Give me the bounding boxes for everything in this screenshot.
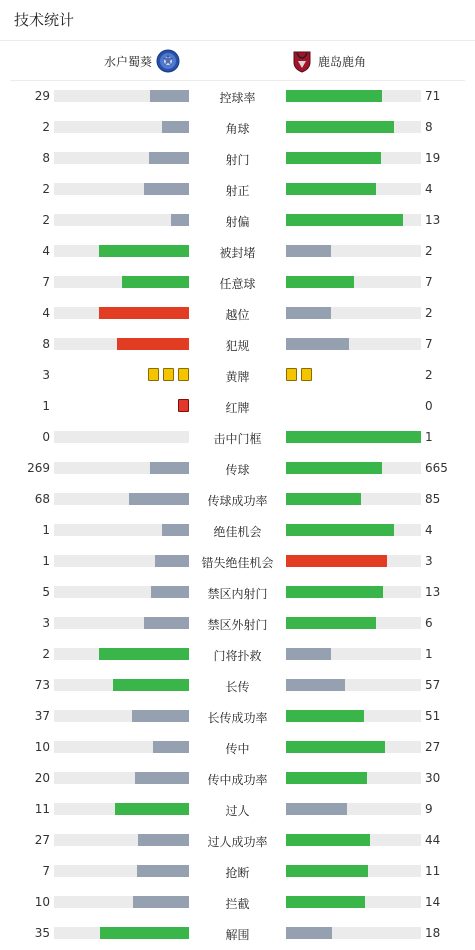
stat-label: 射正	[225, 184, 250, 198]
away-stat-bar	[286, 338, 421, 350]
away-stat-bar-fill	[286, 462, 382, 474]
home-stat-value: 73	[34, 678, 50, 692]
home-stat-bar-fill	[137, 865, 190, 877]
away-stat-bar-fill	[286, 524, 394, 536]
home-stat-bar-fill	[171, 214, 189, 226]
away-stat-bar	[286, 524, 421, 536]
home-team[interactable]	[104, 48, 180, 74]
home-stat-bar-fill	[132, 710, 189, 722]
away-stat-bar-fill	[286, 338, 349, 350]
away-stat-value: 8	[425, 120, 433, 134]
home-stat-bar	[54, 276, 189, 288]
stat-label: 射偏	[225, 215, 250, 229]
stat-label: 击中门框	[213, 432, 262, 446]
yellow-card-icon	[301, 368, 312, 381]
home-stat-value: 7	[42, 275, 50, 289]
stat-label: 传球	[225, 463, 250, 477]
home-stat-bar	[54, 741, 189, 753]
home-stat-bar-fill	[100, 927, 189, 939]
home-stat-bar-fill	[144, 183, 189, 195]
stat-row	[0, 329, 475, 360]
home-stat-bar	[54, 648, 189, 660]
home-stat-bar	[54, 772, 189, 784]
stat-row	[0, 174, 475, 205]
away-stat-value: 30	[425, 771, 441, 785]
stat-label: 角球	[225, 122, 250, 136]
stat-row	[0, 546, 475, 577]
away-stat-bar	[286, 865, 421, 877]
home-team-name: 水户蜀葵	[103, 54, 152, 69]
away-stat-value: 4	[425, 182, 433, 196]
home-stat-value: 10	[34, 740, 50, 754]
stat-row	[0, 360, 475, 391]
stat-row	[0, 670, 475, 701]
away-stat-value: 7	[425, 275, 433, 289]
stat-label: 拦截	[225, 897, 250, 911]
away-stat-bar	[286, 896, 421, 908]
away-stat-bar	[286, 152, 421, 164]
home-stat-bar	[54, 214, 189, 226]
away-stat-bar	[286, 679, 421, 691]
stat-row	[0, 794, 475, 825]
away-stat-bar	[286, 121, 421, 133]
away-stat-bar	[286, 648, 421, 660]
away-stat-bar	[286, 276, 421, 288]
home-stat-value: 1	[42, 399, 50, 413]
home-stat-value: 1	[42, 554, 50, 568]
home-stat-bar	[54, 462, 189, 474]
home-stat-value: 4	[42, 306, 50, 320]
stat-row	[0, 856, 475, 887]
stat-row	[0, 81, 475, 112]
home-stat-value: 3	[42, 616, 50, 630]
home-stat-value: 11	[34, 802, 50, 816]
away-stat-bar	[286, 710, 421, 722]
stat-label: 传中成功率	[207, 773, 268, 787]
away-stat-value: 3	[425, 554, 433, 568]
away-stat-value: 85	[425, 492, 441, 506]
stat-row	[0, 701, 475, 732]
home-stat-bar-fill	[150, 462, 189, 474]
away-team[interactable]	[290, 48, 366, 74]
away-stat-bar	[286, 555, 421, 567]
stat-row	[0, 608, 475, 639]
away-stat-bar	[286, 307, 421, 319]
home-stat-value: 27	[34, 833, 50, 847]
away-stat-value: 57	[425, 678, 441, 692]
away-stat-bar-fill	[286, 152, 381, 164]
stat-label: 门将扑救	[213, 649, 262, 663]
away-stat-bar-fill	[286, 617, 376, 629]
home-stat-value: 68	[34, 492, 50, 506]
away-stat-value: 0	[425, 399, 433, 413]
away-stat-bar-fill	[286, 741, 385, 753]
home-stat-bar	[54, 834, 189, 846]
yellow-card-icon	[163, 368, 174, 381]
stat-label: 长传	[225, 680, 250, 694]
home-stat-value: 5	[42, 585, 50, 599]
home-stat-value: 35	[34, 926, 50, 940]
stat-label: 越位	[225, 308, 250, 322]
away-stat-bar-fill	[286, 710, 364, 722]
away-stat-value: 1	[425, 430, 433, 444]
away-stat-bar-fill	[286, 803, 347, 815]
away-stat-bar-fill	[286, 276, 354, 288]
home-stat-value: 10	[34, 895, 50, 909]
home-stat-bar-fill	[150, 90, 189, 102]
away-stat-bar-fill	[286, 927, 332, 939]
away-stat-value: 11	[425, 864, 441, 878]
home-stat-bar	[54, 307, 189, 319]
stat-label: 长传成功率	[207, 711, 268, 725]
away-stat-value: 1	[425, 647, 433, 661]
stat-row	[0, 112, 475, 143]
away-stat-value: 13	[425, 585, 441, 599]
away-stat-bar	[286, 462, 421, 474]
home-stat-value: 2	[42, 120, 50, 134]
home-stat-value: 269	[27, 461, 50, 475]
mito-hollyhock-crest-icon	[156, 49, 180, 73]
away-stat-bar-fill	[286, 431, 421, 443]
away-stat-bar	[286, 741, 421, 753]
stat-row	[0, 732, 475, 763]
stat-row	[0, 236, 475, 267]
away-stat-bar-fill	[286, 245, 331, 257]
home-stat-bar-fill	[135, 772, 189, 784]
home-stat-value: 2	[42, 647, 50, 661]
home-stat-bar	[54, 710, 189, 722]
away-stat-bar	[286, 617, 421, 629]
away-stat-bar	[286, 245, 421, 257]
away-cards	[286, 368, 312, 382]
away-stat-bar	[286, 772, 421, 784]
away-stat-value: 2	[425, 244, 433, 258]
home-stat-bar-fill	[99, 245, 189, 257]
away-stat-value: 7	[425, 337, 433, 351]
home-stat-bar	[54, 617, 189, 629]
home-stat-value: 3	[42, 368, 50, 382]
home-cards	[148, 368, 189, 382]
home-stat-bar-fill	[99, 307, 189, 319]
home-stat-bar	[54, 865, 189, 877]
home-stat-bar	[54, 896, 189, 908]
stat-label: 抢断	[225, 866, 250, 880]
home-stat-bar	[54, 338, 189, 350]
away-stat-bar-fill	[286, 121, 394, 133]
home-stat-value: 37	[34, 709, 50, 723]
stat-row	[0, 918, 475, 949]
home-stat-bar	[54, 245, 189, 257]
away-stat-bar-fill	[286, 679, 345, 691]
yellow-card-icon	[178, 368, 189, 381]
away-stat-value: 6	[425, 616, 433, 630]
away-stat-value: 4	[425, 523, 433, 537]
stat-label: 被封堵	[219, 246, 256, 260]
away-stat-value: 2	[425, 306, 433, 320]
stat-label: 传中	[225, 742, 250, 756]
home-stat-value: 8	[42, 337, 50, 351]
stat-row	[0, 825, 475, 856]
stat-row	[0, 422, 475, 453]
stat-label: 任意球	[219, 277, 256, 291]
stat-label: 禁区外射门	[207, 618, 268, 632]
home-stat-value: 2	[42, 182, 50, 196]
home-stat-bar-fill	[122, 276, 190, 288]
away-stat-value: 665	[425, 461, 448, 475]
stat-row	[0, 391, 475, 422]
stat-label: 过人成功率	[207, 835, 268, 849]
home-stat-bar-fill	[144, 617, 189, 629]
home-stat-bar	[54, 183, 189, 195]
stat-label: 错失绝佳机会	[201, 556, 274, 570]
home-stat-value: 20	[34, 771, 50, 785]
stat-row	[0, 484, 475, 515]
home-stat-bar	[54, 586, 189, 598]
home-stat-bar-fill	[153, 741, 189, 753]
home-stat-bar	[54, 121, 189, 133]
stat-row	[0, 143, 475, 174]
home-stat-value: 0	[42, 430, 50, 444]
away-stat-bar	[286, 214, 421, 226]
away-stat-bar-fill	[286, 493, 361, 505]
away-stat-value: 44	[425, 833, 441, 847]
home-stat-value: 8	[42, 151, 50, 165]
away-stat-value: 14	[425, 895, 441, 909]
away-stat-value: 9	[425, 802, 433, 816]
yellow-card-icon	[148, 368, 159, 381]
stat-row	[0, 577, 475, 608]
stat-row	[0, 639, 475, 670]
stat-label: 解围	[225, 928, 250, 942]
away-stat-value: 13	[425, 213, 441, 227]
away-stat-bar-fill	[286, 586, 383, 598]
away-stat-bar-fill	[286, 307, 331, 319]
home-stat-value: 29	[34, 89, 50, 103]
header-divider	[0, 40, 475, 41]
home-stat-bar	[54, 524, 189, 536]
home-stat-value: 7	[42, 864, 50, 878]
home-stat-bar-fill	[117, 338, 189, 350]
team-header	[10, 42, 465, 81]
home-stat-bar	[54, 431, 189, 443]
stat-row	[0, 515, 475, 546]
stat-label: 红牌	[225, 401, 250, 415]
away-stat-bar	[286, 431, 421, 443]
home-stat-bar-fill	[149, 152, 189, 164]
away-stat-bar-fill	[286, 555, 387, 567]
stat-label: 控球率	[219, 91, 256, 105]
away-stat-bar-fill	[286, 865, 368, 877]
home-stat-bar-fill	[155, 555, 189, 567]
stat-label: 过人	[225, 804, 250, 818]
stat-label: 黄牌	[225, 370, 250, 384]
home-stat-value: 1	[42, 523, 50, 537]
home-stat-bar	[54, 152, 189, 164]
away-team-name: 鹿岛鹿角	[318, 54, 367, 69]
home-stat-bar	[54, 679, 189, 691]
away-stat-bar	[286, 927, 421, 939]
stat-label: 禁区内射门	[207, 587, 268, 601]
stat-row	[0, 267, 475, 298]
stat-row	[0, 763, 475, 794]
kashima-antlers-crest-icon	[290, 49, 314, 73]
away-stat-bar-fill	[286, 90, 382, 102]
away-stat-bar-fill	[286, 896, 365, 908]
home-stat-bar	[54, 90, 189, 102]
away-stat-value: 71	[425, 89, 441, 103]
stat-label: 射门	[225, 153, 250, 167]
home-stat-bar	[54, 803, 189, 815]
home-stat-bar-fill	[151, 586, 189, 598]
stat-row	[0, 453, 475, 484]
away-stat-value: 19	[425, 151, 441, 165]
away-stat-bar-fill	[286, 834, 370, 846]
page-title: 技术统计	[14, 11, 75, 29]
away-stat-bar-fill	[286, 772, 367, 784]
away-stat-value: 27	[425, 740, 441, 754]
home-stat-value: 4	[42, 244, 50, 258]
away-stat-bar	[286, 183, 421, 195]
away-stat-value: 18	[425, 926, 441, 940]
home-stat-bar	[54, 493, 189, 505]
stat-label: 传球成功率	[207, 494, 268, 508]
red-card-icon	[178, 399, 189, 412]
home-stat-bar-fill	[133, 896, 189, 908]
home-cards	[178, 399, 189, 413]
stat-row	[0, 887, 475, 918]
away-stat-bar-fill	[286, 214, 403, 226]
stat-row	[0, 205, 475, 236]
home-stat-bar-fill	[138, 834, 189, 846]
away-stat-bar-fill	[286, 648, 331, 660]
away-stat-bar-fill	[286, 183, 376, 195]
home-stat-bar-fill	[99, 648, 189, 660]
stat-label: 犯规	[225, 339, 250, 353]
home-stat-bar-fill	[129, 493, 189, 505]
home-stat-bar	[54, 927, 189, 939]
home-stat-value: 2	[42, 213, 50, 227]
home-stat-bar	[54, 555, 189, 567]
home-stat-bar-fill	[162, 524, 189, 536]
away-stat-value: 2	[425, 368, 433, 382]
yellow-card-icon	[286, 368, 297, 381]
away-stat-value: 51	[425, 709, 441, 723]
away-stat-bar	[286, 90, 421, 102]
away-stat-bar	[286, 586, 421, 598]
home-stat-bar-fill	[162, 121, 189, 133]
stat-label: 绝佳机会	[213, 525, 262, 539]
away-stat-bar	[286, 803, 421, 815]
stat-row	[0, 298, 475, 329]
away-stat-bar	[286, 493, 421, 505]
away-stat-bar	[286, 834, 421, 846]
home-stat-bar-fill	[115, 803, 189, 815]
home-stat-bar-fill	[113, 679, 189, 691]
